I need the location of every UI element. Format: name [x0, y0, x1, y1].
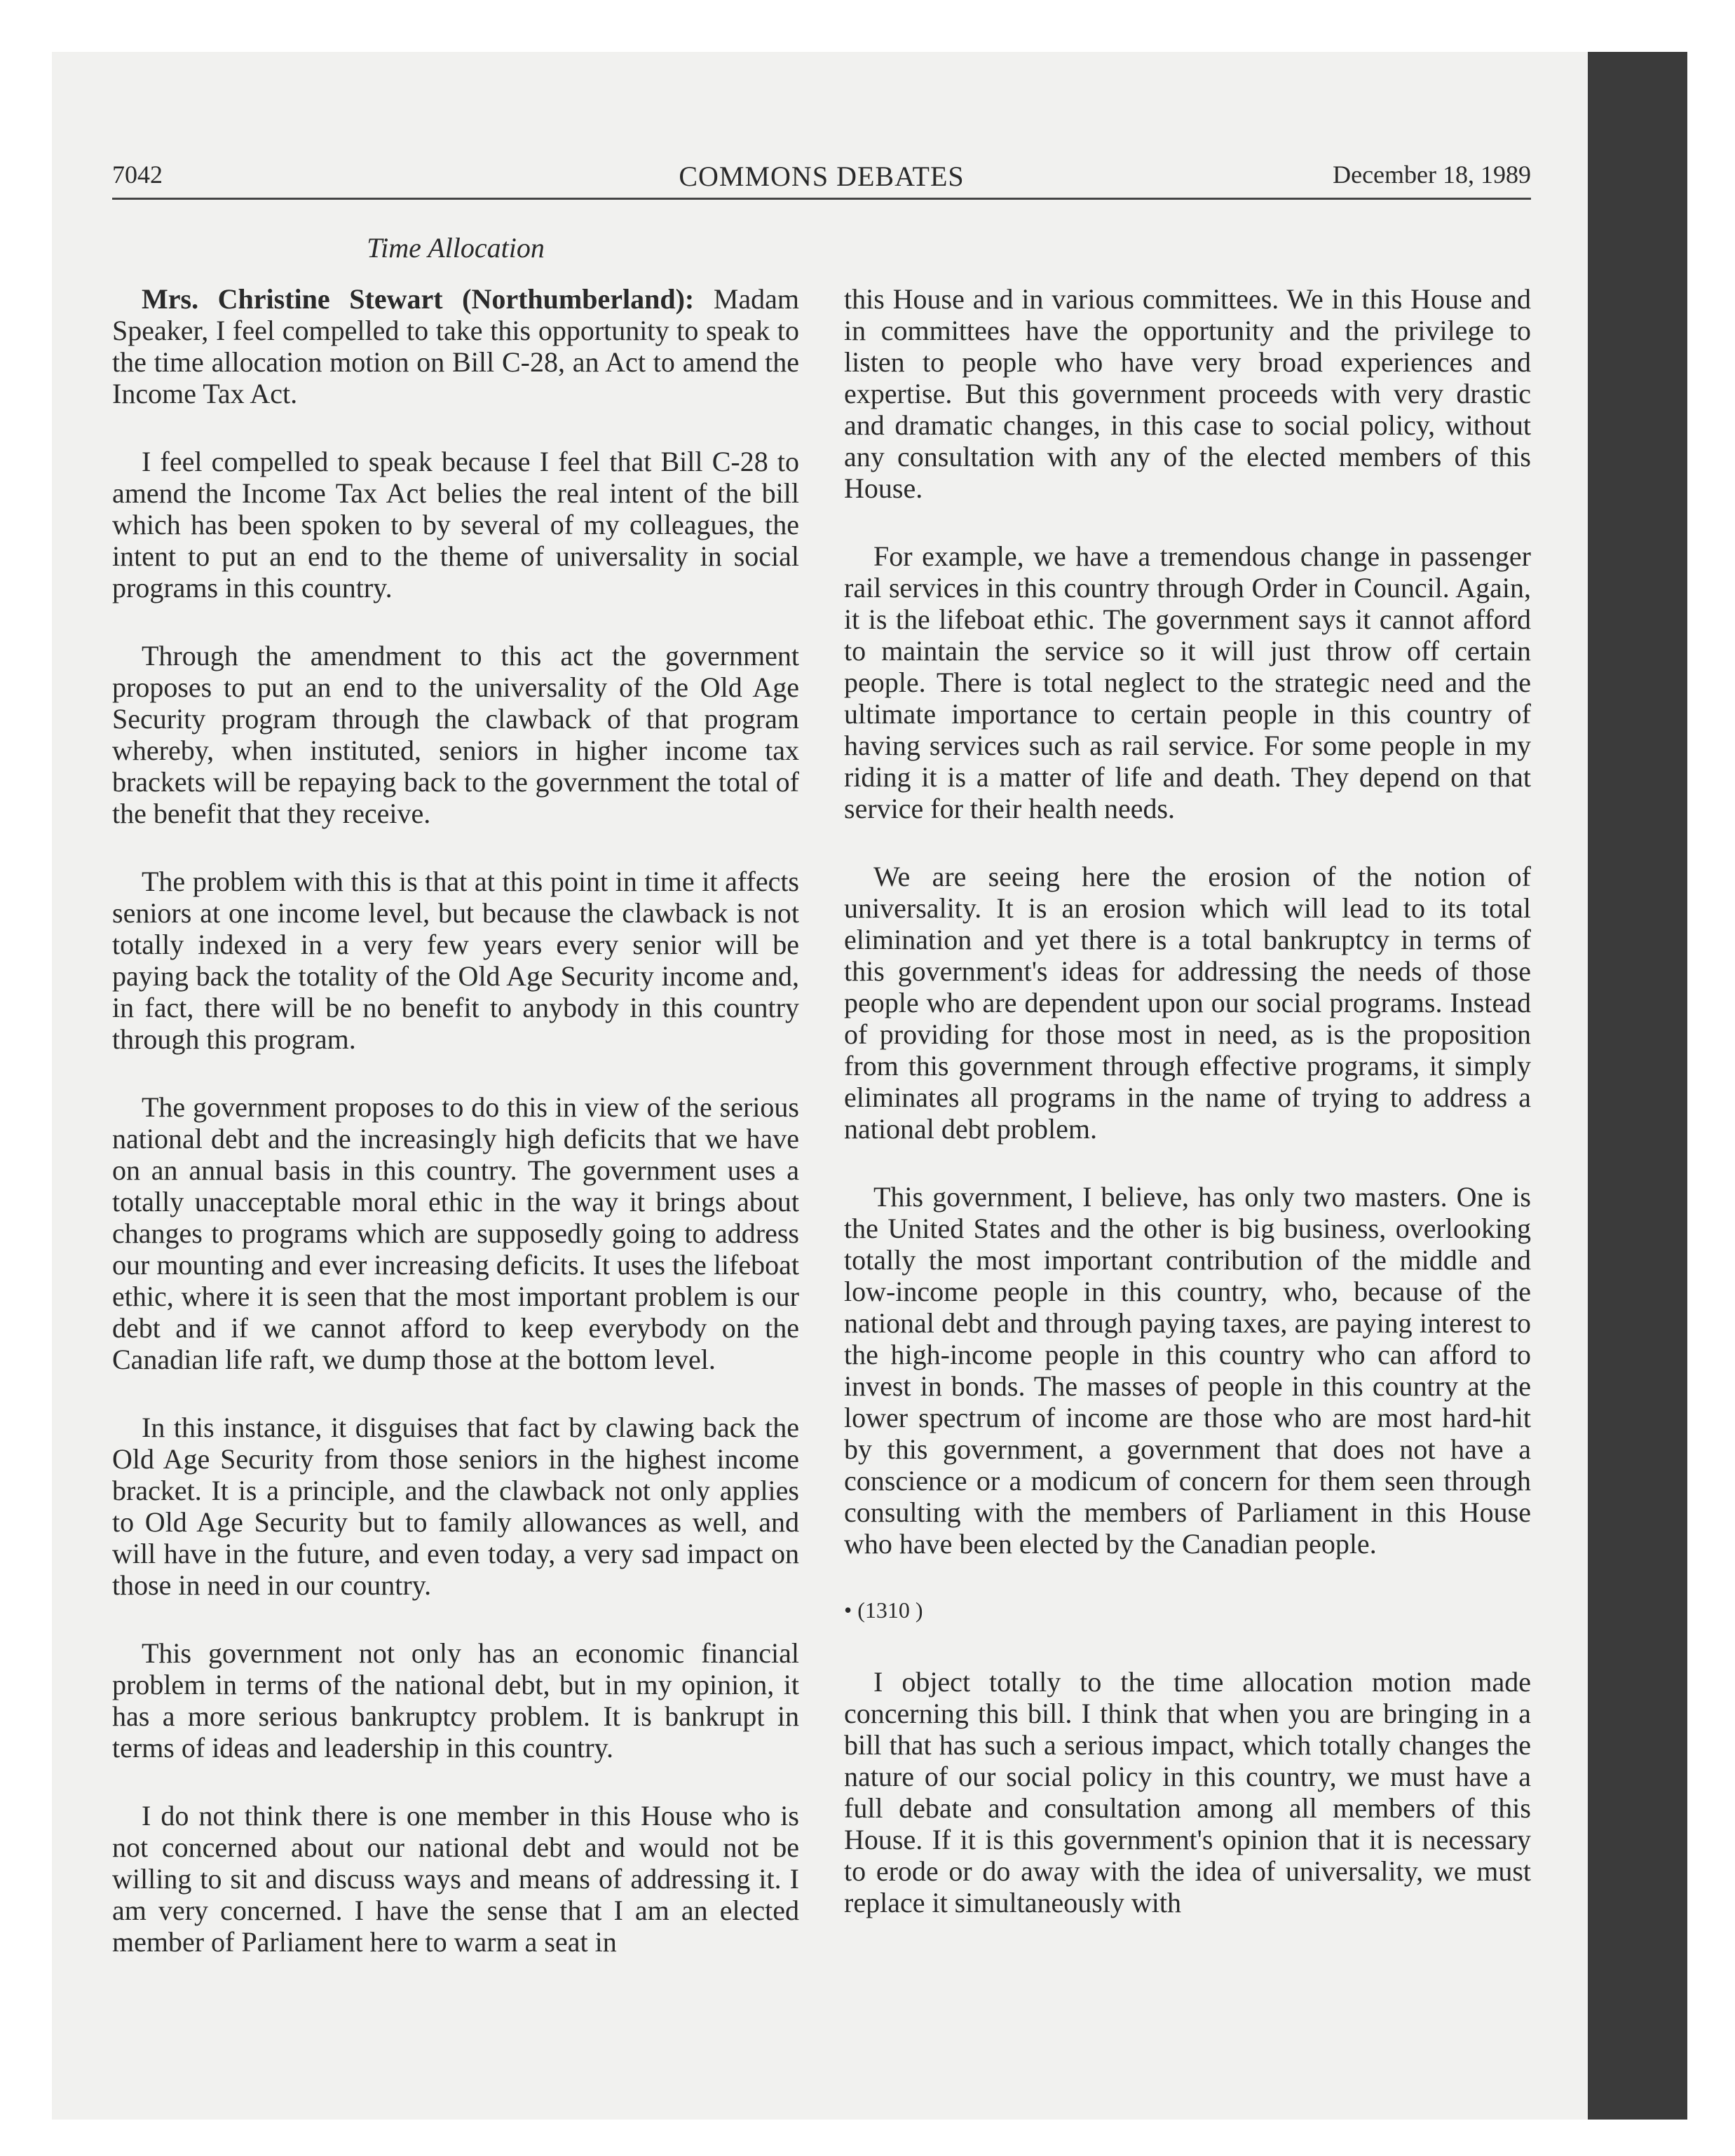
paragraph: The government proposes to do this in view of the serious national debt and the increasingly high deficits that we have on an annual basis in this country. The government uses a totally unacceptable moral ethic in the way it brings about changes to programs which are supposedly going to address our mounting and ever increasing deficits. It uses the lifeboat ethic, where it is seen that the most important problem is our debt and if we cannot afford to keep everybody on the Canadian life raft, we dump those at the bottom level. [112, 1091, 799, 1375]
right-column [844, 283, 1531, 1955]
header-rule [112, 198, 1531, 200]
scanner-edge-shadow [1588, 52, 1687, 2120]
paragraph: The problem with this is that at this point in time it affects seniors at one income level, but because the clawback is not totally indexed in a very few years every senior will be paying back the totality of the Old Age Security income and, in fact, there will be no benefit to anybody in this country through this program. [112, 866, 799, 1055]
page-header [112, 160, 1531, 196]
paragraph: For example, we have a tremendous change in passenger rail services in this country through Order in Council. Again, it is the lifeboat ethic. The government says it cannot afford to maintain the service so it will just throw off certain people. There is total neglect to the strategic need and the ultimate importance to certain people in this country of having services such as rail service. For some people in my riding it is a matter of life and death. They depend on that service for their health needs. [844, 540, 1531, 824]
paragraph [112, 283, 799, 409]
paragraph: this House and in various committees. We in this House and in committees have the opportunity and the privilege to listen to people who have very broad experiences and expertise. But this government proceeds with very drastic and dramatic changes, in this case to social policy, without any consultation with any of the elected members of this House. [844, 283, 1531, 504]
paragraph: This government, I believe, has only two masters. One is the United States and the other is big business, overlooking totally the most important contribution of the middle and low-income people in this country, who, because of the national debt and through paying taxes, are paying interest to the high-income people in this country who can afford to invest in bonds. The masses of people in this country at the lower spectrum of income are those who are most hard-hit by this government, a government that does not have a conscience or a modicum of concern for them seen through consulting with the members of Parliament in this House who have been elected by the Canadian people. [844, 1181, 1531, 1560]
paragraph: We are seeing here the erosion of the notion of universality. It is an erosion which will lead to its total elimination and yet there is a total bankruptcy in terms of this government's ideas for addressing the needs of those people who are dependent upon our social programs. Instead of providing for those most in need, as is the proposition from this government through effective programs, it simply eliminates all programs in the name of trying to address a national debt problem. [844, 861, 1531, 1145]
paragraph: Through the amendment to this act the government proposes to put an end to the universality of the Old Age Security program through the clawback of that program whereby, when instituted, seniors in higher income tax brackets will be repaying back to the government the total of the benefit that they receive. [112, 640, 799, 829]
paragraph-text: Madam Speaker, I feel compelled to take this opportunity to speak to the time allocation motion on Bill C-28, an Act to amend the Income Tax Act. [112, 283, 799, 409]
paragraph: I object totally to the time allocation motion made concerning this bill. I think that when you are bringing in a bill that has such a serious impact, which totally changes the nature of our social policy in this country, we must have a full debate and consultation among all members of this House. If it is this government's opinion that it is necessary to erode or do away with the idea of universality, we must replace it simultaneously with [844, 1666, 1531, 1918]
paragraph: This government not only has an economic financial problem in terms of the national debt, but in my opinion, it has a more serious bankruptcy problem. It is bankrupt in terms of ideas and leadership in this country. [112, 1637, 799, 1763]
speaker-name: Mrs. Christine Stewart (Northumberland): [142, 283, 695, 315]
left-column [112, 283, 799, 1994]
paragraph: I feel compelled to speak because I feel that Bill C-28 to amend the Income Tax Act belies the real intent of the bill which has been spoken to by several of my colleagues, the intent to put an end to the theme of universality in social programs in this country. [112, 446, 799, 603]
page-number: 7042 [112, 161, 163, 189]
paragraph: I do not think there is one member in this House who is not concerned about our national debt and would not be willing to sit and discuss ways and means of addressing it. I am very concerned. I have the sense that I am an elected member of Parliament here to warm a seat in [112, 1800, 799, 1958]
page-date: December 18, 1989 [1333, 161, 1531, 189]
publication-title: COMMONS DEBATES [679, 161, 965, 192]
time-marker: • (1310 ) [844, 1597, 923, 1623]
section-title: Time Allocation [367, 232, 545, 264]
paragraph: In this instance, it disguises that fact by clawing back the Old Age Security from those seniors in the highest income bracket. It is a principle, and the clawback not only applies to Old Age Security but to family allowances as well, and will have in the future, and even today, a very sad impact on those in need in our country. [112, 1412, 799, 1601]
